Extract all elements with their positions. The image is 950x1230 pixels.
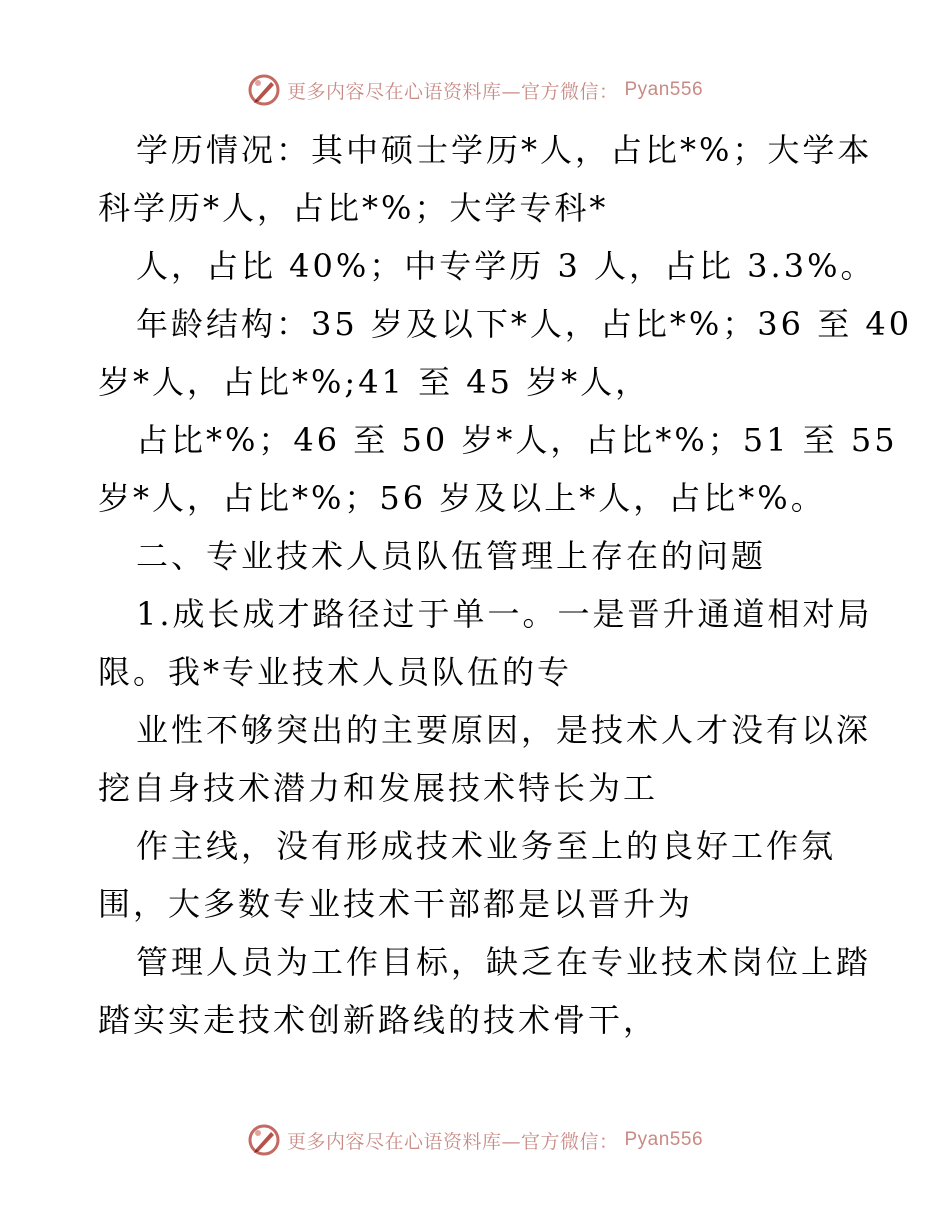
- text-line: 管理人员为工作目标，缺乏在专业技术岗位上踏: [136, 943, 872, 981]
- section-heading: 二、专业技术人员队伍管理上存在的问题: [136, 537, 767, 575]
- watermark-text: 更多内容尽在心语资料库—官方微信：: [286, 1130, 619, 1153]
- watermark-footer: [0, 1120, 950, 1160]
- text-line: 围，大多数专业技术干部都是以晋升为: [98, 885, 694, 923]
- text-line: 岁*人，占比*%;41 至 45 岁*人，: [98, 363, 651, 401]
- text-line: 1.成长成才路径过于单一。一是晋升通道相对局: [136, 595, 873, 633]
- text-line: 年龄结构：35 岁及以下*人，占比*%；36 至 40: [136, 305, 913, 343]
- watermark-header: [0, 70, 950, 110]
- watermark-text: 更多内容尽在心语资料库—官方微信：: [286, 80, 619, 103]
- text-line: 岁*人，占比*%；56 岁及以上*人，占比*%。: [98, 479, 826, 517]
- text-line: 限。我*专业技术人员队伍的专: [98, 653, 573, 691]
- pen-logo-icon: [247, 1123, 281, 1157]
- watermark-handle: Pyan556: [624, 79, 704, 100]
- text-line: 占比*%；46 至 50 岁*人，占比*%；51 至 55: [136, 421, 898, 459]
- text-line: 作主线，没有形成技术业务至上的良好工作氛: [136, 827, 837, 865]
- text-line: 业性不够突出的主要原因，是技术人才没有以深: [136, 711, 872, 749]
- text-line: 人，占比 40%；中专学历 3 人，占比 3.3%。: [136, 247, 876, 285]
- text-line: 踏实实走技术创新路线的技术骨干，: [98, 1001, 659, 1039]
- text-line: 挖自身技术潜力和发展技术特长为工: [98, 769, 659, 807]
- text-line: 科学历*人，占比*%；大学专科*: [98, 189, 609, 227]
- text-line: 学历情况：其中硕士学历*人，占比*%；大学本: [136, 131, 873, 169]
- pen-logo-icon: [247, 73, 281, 107]
- watermark-handle: Pyan556: [624, 1129, 704, 1150]
